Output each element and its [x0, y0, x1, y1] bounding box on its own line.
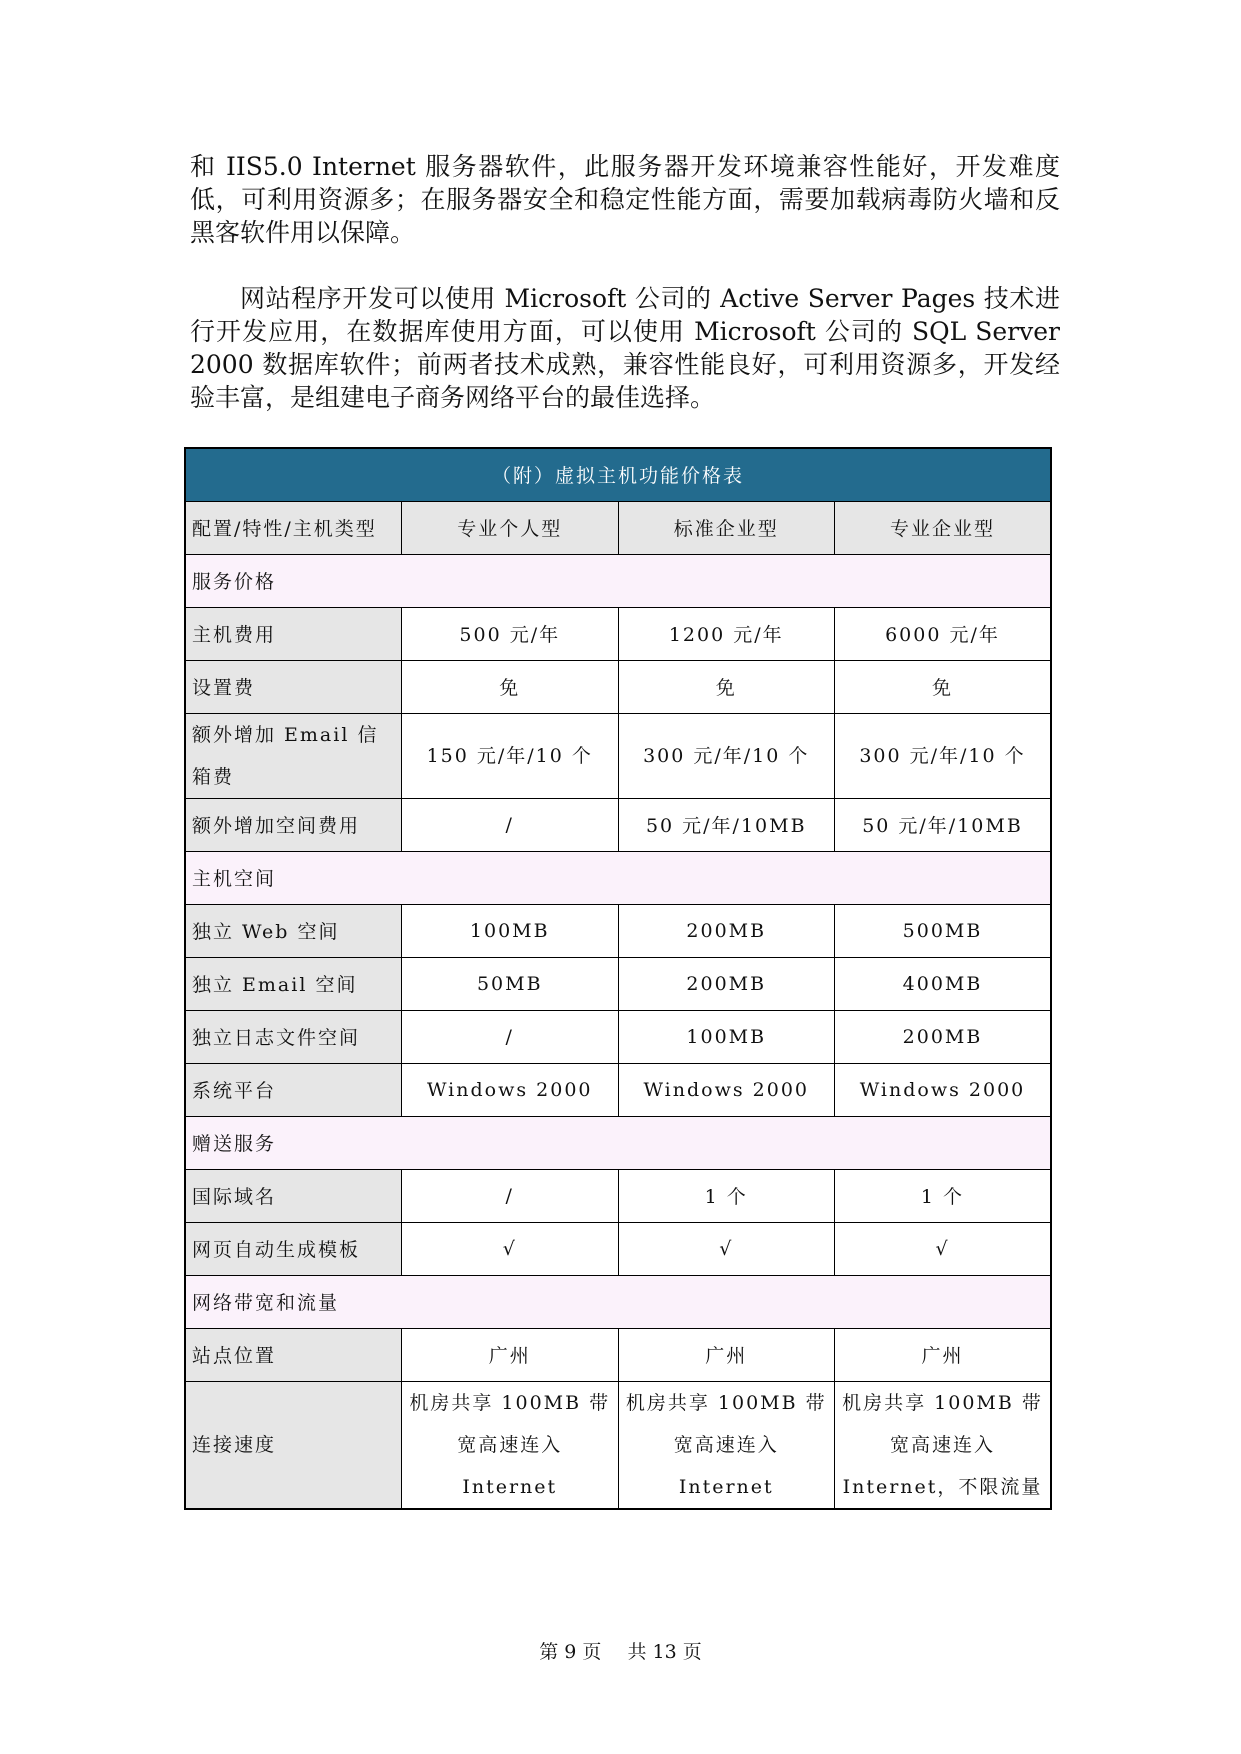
table-title: （附）虚拟主机功能价格表: [185, 448, 1051, 501]
table-row: [185, 798, 1051, 851]
section-label: 服务价格: [185, 554, 1051, 607]
section-row: [185, 554, 1051, 607]
paragraph-1: 和 IIS5.0 Internet 服务器软件，此服务器开发环境兼容性能好，开发难度低，可利用资源多；在服务器安全和稳定性能方面，需要加载病毒防火墙和反黑客软件用以保障。: [190, 152, 1060, 247]
cell: 500MB: [835, 904, 1052, 957]
cell: 1 个: [618, 1169, 835, 1222]
price-table: [184, 447, 1052, 1510]
cell: 免: [835, 660, 1052, 713]
row-label: 额外增加 Email 信箱费: [185, 713, 402, 798]
row-label: 连接速度: [185, 1381, 402, 1509]
table-row: [185, 1381, 1051, 1509]
cell: 机房共享 100MB 带宽高速连入 Internet: [402, 1381, 619, 1509]
header-cell: 专业企业型: [835, 501, 1052, 554]
row-label: 独立 Web 空间: [185, 904, 402, 957]
row-label: 系统平台: [185, 1063, 402, 1116]
row-label: 独立 Email 空间: [185, 957, 402, 1010]
table-row: [185, 1063, 1051, 1116]
checkmark-cell: √: [618, 1222, 835, 1275]
table-row: [185, 1328, 1051, 1381]
row-label: 额外增加空间费用: [185, 798, 402, 851]
table-title-row: [185, 448, 1051, 501]
section-row: [185, 1275, 1051, 1328]
page-number: 第 9 页: [539, 1641, 602, 1663]
cell: 50 元/年/10MB: [618, 798, 835, 851]
cell: 机房共享 100MB 带宽高速连入 Internet: [618, 1381, 835, 1509]
cell: 150 元/年/10 个: [402, 713, 619, 798]
cell: 50MB: [402, 957, 619, 1010]
row-label: 国际域名: [185, 1169, 402, 1222]
table-row: [185, 904, 1051, 957]
table-row: [185, 1169, 1051, 1222]
cell: 300 元/年/10 个: [835, 713, 1052, 798]
cell: 200MB: [618, 904, 835, 957]
section-row: [185, 1116, 1051, 1169]
header-cell: 配置/特性/主机类型: [185, 501, 402, 554]
cell: 机房共享 100MB 带宽高速连入 Internet，不限流量: [835, 1381, 1052, 1509]
cell: 300 元/年/10 个: [618, 713, 835, 798]
cell: 广州: [618, 1328, 835, 1381]
cell: Windows 2000: [402, 1063, 619, 1116]
cell: /: [402, 1010, 619, 1063]
row-label: 设置费: [185, 660, 402, 713]
section-label: 网络带宽和流量: [185, 1275, 1051, 1328]
table-row: [185, 660, 1051, 713]
cell: 200MB: [835, 1010, 1052, 1063]
cell: Windows 2000: [618, 1063, 835, 1116]
table-row: [185, 957, 1051, 1010]
cell: Windows 2000: [835, 1063, 1052, 1116]
table-row: [185, 1222, 1051, 1275]
cell: 1200 元/年: [618, 607, 835, 660]
paragraph-2: 网站程序开发可以使用 Microsoft 公司的 Active Server Pages 技术进行开发应用，在数据库使用方面，可以使用 Microsoft 公司的 SQL Server 2000 数据库软件；前两者技术成熟，兼容性能良好，可利用资源多，开发经验丰富，是组建电子商务网络平台的最佳选择。: [190, 284, 1060, 412]
row-label: 站点位置: [185, 1328, 402, 1381]
checkmark-cell: √: [402, 1222, 619, 1275]
table-row: [185, 713, 1051, 798]
table-header-row: [185, 501, 1051, 554]
table-row: [185, 1010, 1051, 1063]
checkmark-cell: √: [835, 1222, 1052, 1275]
row-label: 独立日志文件空间: [185, 1010, 402, 1063]
cell: 100MB: [402, 904, 619, 957]
cell: 100MB: [618, 1010, 835, 1063]
header-cell: 专业个人型: [402, 501, 619, 554]
cell: 400MB: [835, 957, 1052, 1010]
cell: 6000 元/年: [835, 607, 1052, 660]
cell: 50 元/年/10MB: [835, 798, 1052, 851]
cell: 广州: [402, 1328, 619, 1381]
cell: 广州: [835, 1328, 1052, 1381]
section-row: [185, 851, 1051, 904]
page-total: 共 13 页: [627, 1641, 702, 1663]
cell: 200MB: [618, 957, 835, 1010]
section-label: 赠送服务: [185, 1116, 1051, 1169]
section-label: 主机空间: [185, 851, 1051, 904]
cell: 免: [402, 660, 619, 713]
cell: /: [402, 1169, 619, 1222]
header-cell: 标准企业型: [618, 501, 835, 554]
cell: 500 元/年: [402, 607, 619, 660]
table-row: [185, 607, 1051, 660]
row-label: 网页自动生成模板: [185, 1222, 402, 1275]
cell: 1 个: [835, 1169, 1052, 1222]
cell: 免: [618, 660, 835, 713]
page-footer: [0, 1637, 1241, 1664]
cell: /: [402, 798, 619, 851]
row-label: 主机费用: [185, 607, 402, 660]
